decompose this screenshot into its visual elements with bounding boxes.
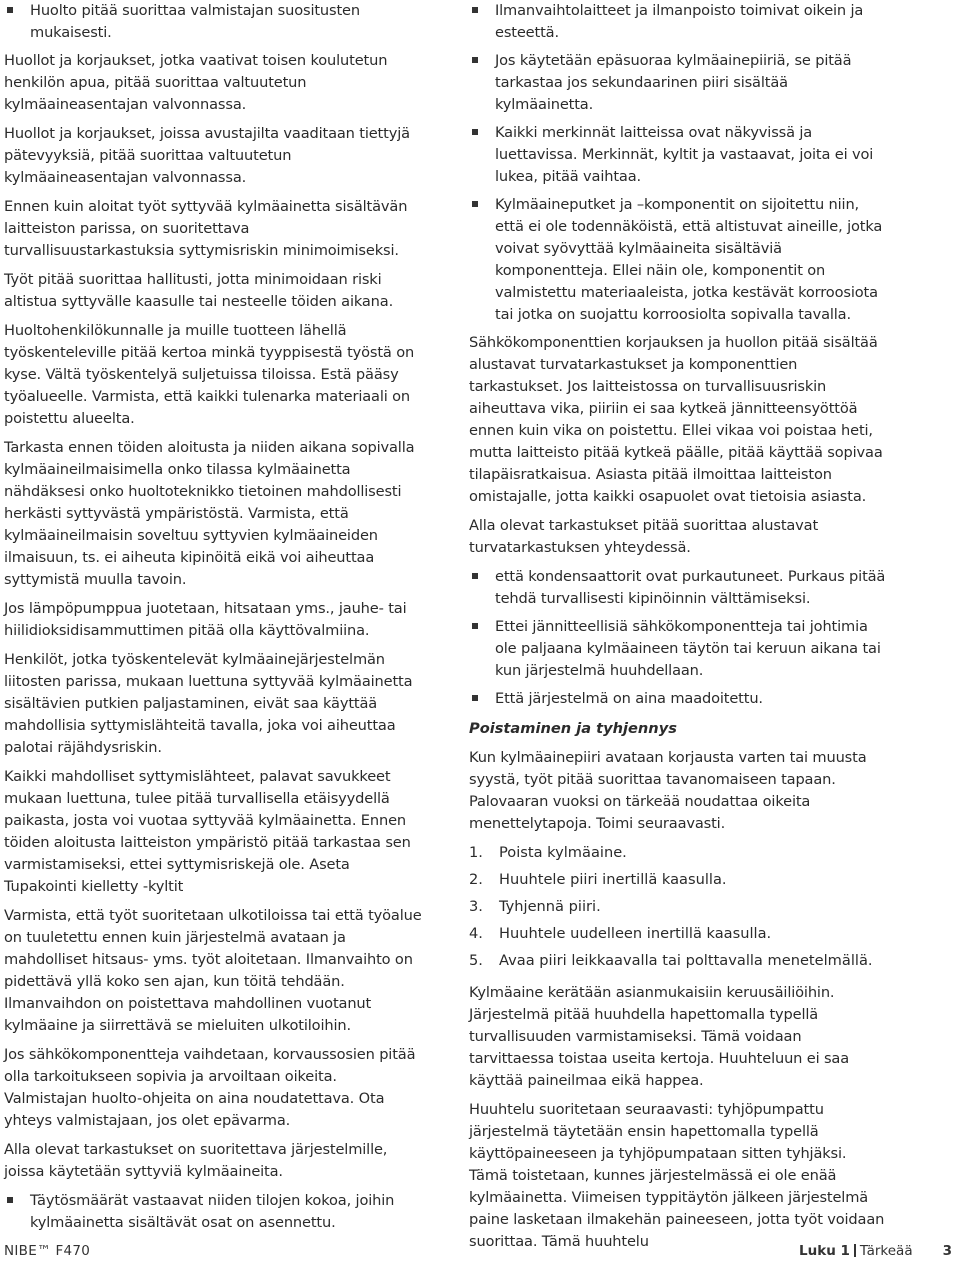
bullet-square-icon <box>472 57 478 63</box>
step-number: 3. <box>469 898 483 915</box>
bullet-text: Kaikki merkinnät laitteissa ovat näkyvissä ja luettavissa. Merkinnät, kyltit ja vastaavat, joita ei voi lukea, pitää vaihtaa. <box>495 124 874 185</box>
product-name: NIBE™ F470 <box>4 1243 91 1259</box>
bullet-item <box>4 1190 422 1234</box>
bullet-item <box>469 688 887 710</box>
bullet-square-icon <box>472 201 478 207</box>
paragraph: Henkilöt, jotka työskentelevät kylmäainejärjestelmän liitosten parissa, mukaan luettuna syttyvää kylmäainetta sisältävien putkien paljastaminen, eivät saa käyttää mahdollisia syttymislähteitä tavalla, joka voi aiheuttaa palotai räjähdysriskin. <box>4 651 413 756</box>
right-top-bullets <box>469 0 887 326</box>
bullet-text: Ettei jännitteellisiä sähkökomponentteja tai johtimia ole paljaana kylmäaineen täytön tai keruun aikana tai kun järjestelmä huuhdellaan. <box>495 618 881 679</box>
paragraph: Kaikki mahdolliset syttymislähteet, palavat savukkeet mukaan luettuna, tulee pitää turvallisella etäisyydellä paikasta, josta voi vuotaa syttyvää kylmäainetta. Ennen töiden aloitusta laitteiston ympäristö pitää tarkastaa sen varmistamiseksi, ettei syttymisriskejä ole. Aseta Tupakointi kielletty -kyltit <box>4 768 411 895</box>
bullet-item <box>469 566 887 610</box>
right-column <box>469 0 887 1260</box>
bullet-text: Ilmanvaihtolaitteet ja ilmanpoisto toimivat oikein ja esteettä. <box>495 2 864 41</box>
footer-chapter <box>799 1243 952 1259</box>
bullet-item <box>469 616 887 682</box>
bullet-square-icon <box>472 573 478 579</box>
bullet-item <box>469 0 887 44</box>
bullet-text: Kylmäaineputket ja –komponentit on sijoitettu niin, että ei ole todennäköistä, että altistuvat aineille, jotka voivat syövyttää kylmäaineita sisältäviä komponentteja. Ellei näin ole, komponentit on valmistettu materiaaleista, jotka kestävät korroosiota tai jotka on suojattu korroosiolta sopivalla tavalla. <box>495 196 883 323</box>
page-number: 3 <box>942 1243 952 1259</box>
step-text: Tyhjennä piiri. <box>499 898 601 915</box>
bullet-text: Täytösmäärät vastaavat niiden tilojen kokoa, joihin kylmäainetta sisältävät osat on asennettu. <box>30 1192 395 1231</box>
paragraph: Huollot ja korjaukset, jotka vaativat toisen koulutetun henkilön apua, pitää suorittaa valtuutetun kylmäaineasentajan valvonnassa. <box>4 52 388 113</box>
paragraph: Huollot ja korjaukset, joissa avustajilta vaaditaan tiettyjä pätevyyksiä, pitää suorittaa valtuutetun kylmäaineasentajan valvonnassa. <box>4 125 410 186</box>
paragraph: Varmista, että työt suoritetaan ulkotiloissa tai että työalue on tuuletettu ennen kuin järjestelmä avataan ja mahdolliset hitsaus- yms. työt aloitetaan. Ilmanvaihto on pidettävä yllä koko sen ajan, kun töitä tehdään. Ilmanvaihdon on poistettava mahdollinen vuotanut kylmäaine ja siirrettävä se mieluiten ulkotiloihin. <box>4 907 422 1034</box>
left-bottom-bullets <box>4 1190 422 1234</box>
step-text: Avaa piiri leikkaavalla tai polttavalla menetelmällä. <box>499 952 873 969</box>
left-column <box>4 0 422 1240</box>
step-item <box>469 869 887 891</box>
paragraph: Kun kylmäainepiiri avataan korjausta varten tai muusta syystä, työt pitää suorittaa tavanomaiseen tapaan. Palovaaran vuoksi on tärkeää noudattaa oikeita menettelytapoja. Toimi seuraavasti. <box>469 749 867 832</box>
right-check-bullets <box>469 566 887 710</box>
bullet-square-icon <box>472 695 478 701</box>
bullet-square-icon <box>472 129 478 135</box>
bullet-text: Jos käytetään epäsuoraa kylmäainepiiriä, se pitää tarkastaa jos sekundaarinen piiri sisältää kylmäainetta. <box>495 52 852 113</box>
bullet-square-icon <box>472 623 478 629</box>
paragraph: Ennen kuin aloitat työt syttyvää kylmäainetta sisältävän laitteiston parissa, on suoritettava turvallisuustarkastuksia syttymisriskin minimoimiseksi. <box>4 198 408 259</box>
paragraph: Kylmäaine kerätään asianmukaisiin keruusäiliöihin. Järjestelmä pitää huuhdella hapettomalla typellä turvallisuuden varmistamiseksi. Tämä voidaan tarvittaessa toistaa useita kertoja. Huuhteluun ei saa käyttää paineilmaa eikä happea. <box>469 984 850 1089</box>
paragraph: Jos lämpöpumppua juotetaan, hitsataan yms., jauhe- tai hiilidioksidisammuttimen pitää olla käyttövalmiina. <box>4 600 407 639</box>
step-number: 2. <box>469 871 483 888</box>
chapter-label: Luku 1 <box>799 1243 850 1259</box>
chapter-separator <box>854 1244 856 1257</box>
bullet-item <box>469 122 887 188</box>
bullet-text: Huolto pitää suorittaa valmistajan suositusten mukaisesti. <box>30 2 360 41</box>
paragraph: Sähkökomponenttien korjauksen ja huollon pitää sisältää alustavat turvatarkastukset ja komponenttien tarkastukset. Jos laitteistossa on turvallisuusriskin aiheuttava vika, piiriin ei saa kytkeä jännitteensyöttöä ennen kuin vika on poistettu. Ellei vikaa voi poistaa heti, mutta laitteisto pitää kytkeä päälle, pitää käyttää sopivaa tilapäisratkaisua. Asiasta pitää ilmoittaa laitteiston omistajalle, jotta kaikki osapuolet ovat tietoisia asiasta. <box>469 334 883 505</box>
paragraph: Jos sähkökomponentteja vaihdetaan, korvaussosien pitää olla tarkoitukseen sopivia ja arvoiltaan oikeita. Valmistajan huolto-ohjeita on aina noudatettava. Ota yhteys valmistajaan, jos olet epävarma. <box>4 1046 416 1129</box>
step-item <box>469 842 887 864</box>
chapter-name: Tärkeää <box>859 1243 913 1259</box>
paragraph: Alla olevat tarkastukset pitää suorittaa alustavat turvatarkastuksen yhteydessä. <box>469 517 819 556</box>
step-text: Poista kylmäaine. <box>499 844 627 861</box>
section-heading: Poistaminen ja tyhjennys <box>469 720 677 737</box>
bullet-square-icon <box>472 7 478 13</box>
step-number: 1. <box>469 844 483 861</box>
step-text: Huuhtele piiri inertillä kaasulla. <box>499 871 727 888</box>
procedure-steps <box>469 842 887 972</box>
paragraph: Huuhtelu suoritetaan seuraavasti: tyhjöpumpattu järjestelmä täytetään ensin hapettomalla typellä käyttöpaineeseen ja tyhjöpumpataan sitten tyhjäksi. Tämä toistetaan, kunnes järjestelmässä ei ole enää kylmäainetta. Viimeisen typpitäytön jälkeen järjestelmä paine lasketaan ilmakehän paineeseen, jotta työt voidaan suorittaa. Tämä huuhtelu <box>469 1101 885 1250</box>
paragraph: Alla olevat tarkastukset on suoritettava järjestelmille, joissa käytetään syttyviä kylmäaineita. <box>4 1141 388 1180</box>
bullet-square-icon <box>7 7 13 13</box>
left-top-bullets <box>4 0 422 44</box>
bullet-item <box>469 50 887 116</box>
paragraph: Tarkasta ennen töiden aloitusta ja niiden aikana sopivalla kylmäaineilmaisimella onko tilassa kylmäainetta nähdäksesi onko huoltoteknikko tietoinen mahdollisesti herkästi syttyvästä ympäristöstä. Varmista, että kylmäaineilmaisin soveltuu syttyvien kylmäaineiden ilmaisuun, ts. ei aiheuta kipinöitä eikä voi aiheuttaa syttymistä muulla tavoin. <box>4 439 415 588</box>
step-number: 5. <box>469 952 483 969</box>
bullet-square-icon <box>7 1197 13 1203</box>
step-number: 4. <box>469 925 483 942</box>
bullet-text: että kondensaattorit ovat purkautuneet. Purkaus pitää tehdä turvallisesti kipinöinnin välttämiseksi. <box>495 568 886 607</box>
step-item <box>469 896 887 918</box>
page-footer <box>0 1238 960 1262</box>
bullet-text: Että järjestelmä on aina maadoitettu. <box>495 690 763 707</box>
step-item <box>469 950 887 972</box>
bullet-item <box>4 0 422 44</box>
paragraph: Työt pitää suorittaa hallitusti, jotta minimoidaan riski altistua syttyvälle kaasulle tai nesteelle töiden aikana. <box>4 271 394 310</box>
bullet-item <box>469 194 887 326</box>
step-text: Huuhtele uudelleen inertillä kaasulla. <box>499 925 772 942</box>
paragraph: Huoltohenkilökunnalle ja muille tuotteen lähellä työskenteleville pitää kertoa minkä tyyppisestä työstä on kyse. Vältä työskentelyä suljetuissa tiloissa. Estä pääsy työalueelle. Varmista, että kaikki tulenarka materiaali on poistettu alueelta. <box>4 322 415 427</box>
step-item <box>469 923 887 945</box>
